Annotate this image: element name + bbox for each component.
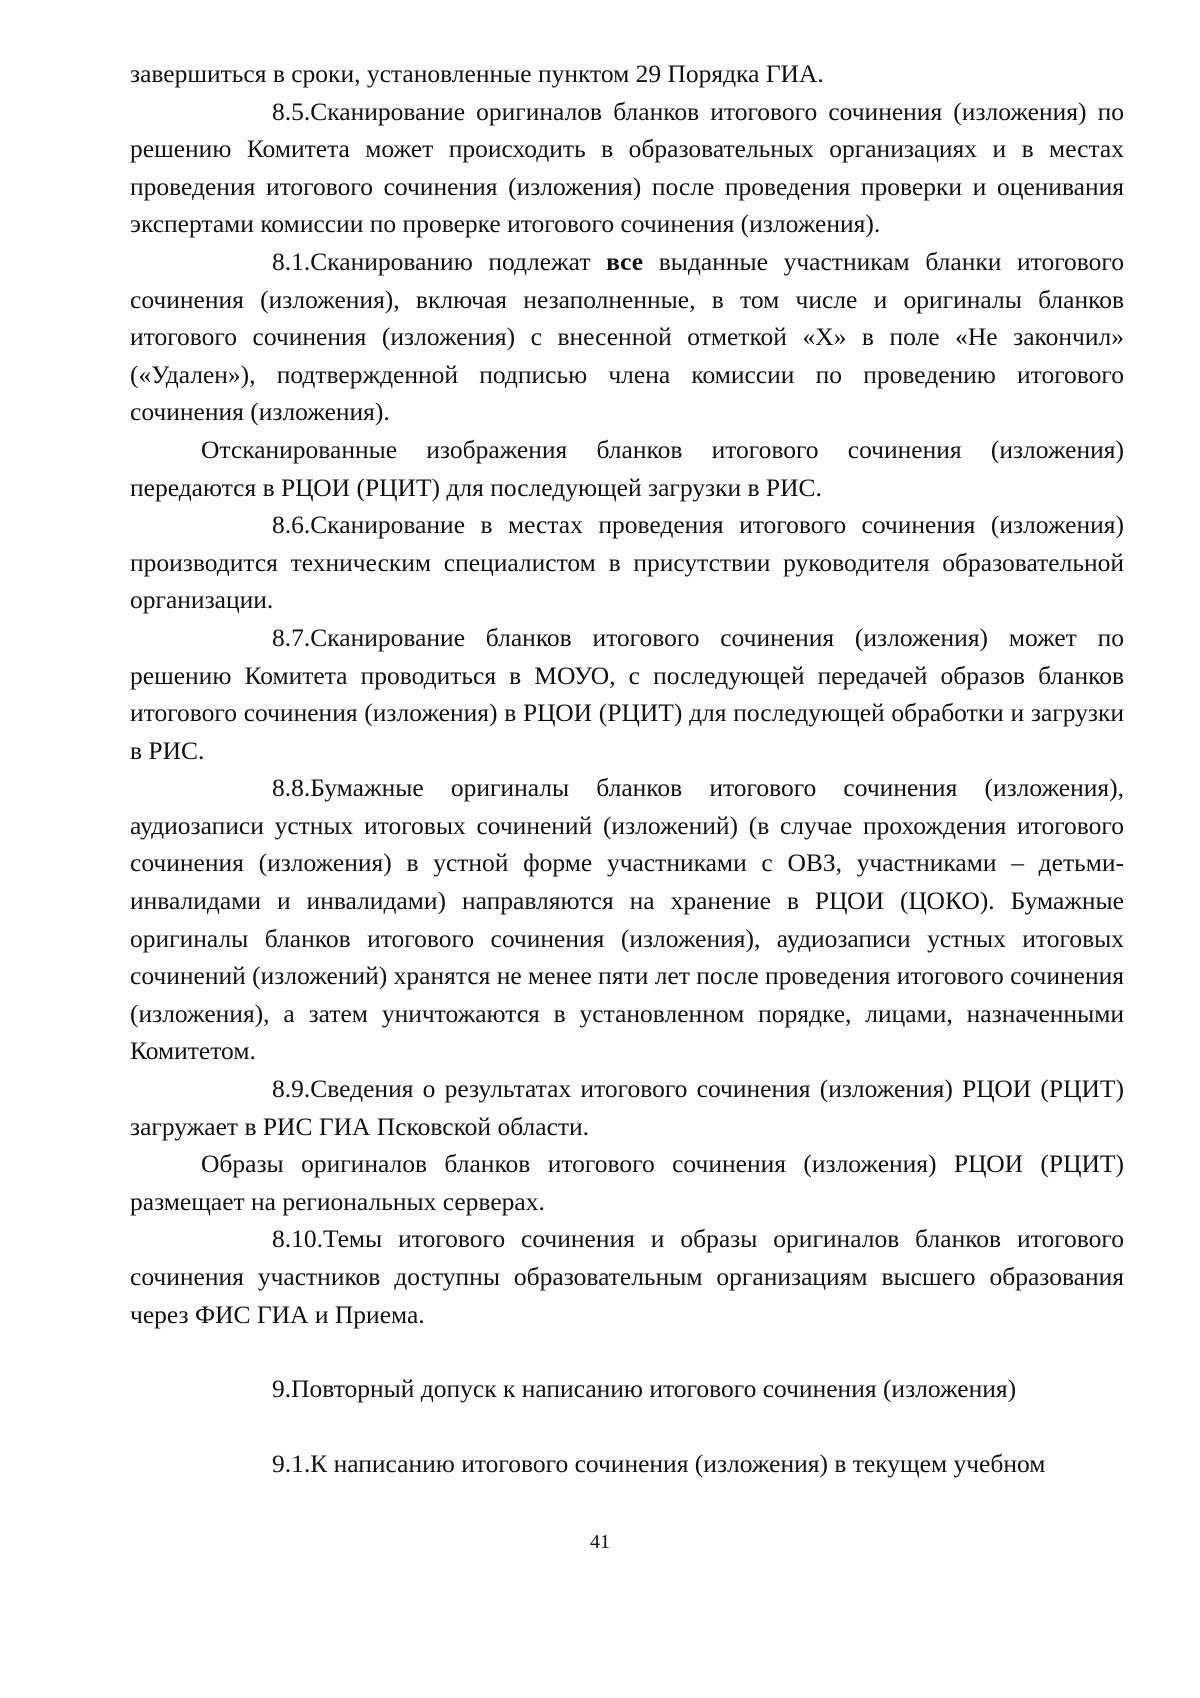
page-number: 41: [590, 1531, 610, 1553]
paragraph-number: 8.6.: [272, 510, 311, 540]
paragraph-text: Темы итогового сочинения и образы оригиналов бланков итогового сочинения участников доступны образовательным организациям высшего образования через ФИС ГИА и Приема.: [130, 1224, 1124, 1329]
paragraph-number: 9.1.: [272, 1448, 311, 1478]
paragraph-number: 8.1.: [272, 246, 311, 276]
section-heading-9: [130, 1370, 1124, 1408]
paragraph-8-1-continued: [130, 431, 1124, 506]
paragraph-number: 8.9.: [272, 1074, 311, 1104]
paragraph-text: Сведения о результатах итогового сочинения (изложения) РЦОИ (РЦИТ) загружает в РИС ГИА Псковской области.: [130, 1074, 1124, 1141]
paragraph-text: К написанию итогового сочинения (изложения) в текущем учебном: [310, 1448, 1046, 1478]
paragraph-number: 8.8.: [272, 773, 311, 803]
paragraph-8-8: [130, 769, 1124, 1070]
emphasis-text: все: [606, 246, 644, 276]
paragraph-text: выданные участникам бланки итогового сочинения (изложения), включая незаполненные, в том числе и оригиналы бланков итогового сочинения (изложения) с внесенной отметкой «Х» в поле «Не закончил» («Удален»), подтвержденной подписью члена комиссии по проведению итогового сочинения (изложения).: [130, 246, 1124, 427]
section-number: 9.: [272, 1374, 292, 1404]
paragraph-text: Отсканированные изображения бланков итогового сочинения (изложения) передаются в РЦОИ (РЦИТ) для последующей загрузки в РИС.: [130, 434, 1124, 502]
paragraph-9-1: [130, 1445, 1124, 1483]
paragraph-number: 8.7.: [272, 622, 311, 652]
paragraph-8-7: [130, 619, 1124, 769]
paragraph-8-1: [130, 243, 1124, 431]
paragraph-8-5: [130, 93, 1124, 243]
paragraph-continuation: [130, 55, 1124, 93]
section-title: Повторный допуск к написанию итогового сочинения (изложения): [291, 1374, 1017, 1404]
paragraph-text: Образы оригиналов бланков итогового сочинения (изложения) РЦОИ (РЦИТ) размещает на региональных серверах.: [130, 1149, 1124, 1216]
paragraph-text: Сканирование в местах проведения итогового сочинения (изложения) производится техническим специалистом в присутствии руководителя образовательной организации.: [130, 510, 1124, 615]
paragraph-8-10: [130, 1220, 1124, 1333]
paragraph-8-9-continued: [130, 1145, 1124, 1220]
paragraph-text: завершиться в сроки, установленные пунктом 29 Порядка ГИА.: [130, 59, 824, 88]
paragraph-8-9: [130, 1070, 1124, 1145]
paragraph-text: Бумажные оригиналы бланков итогового сочинения (изложения), аудиозаписи устных итоговых сочинений (изложений) (в случае прохождения итогового сочинения (изложения) в устной форме участниками с ОВЗ, участниками – детьми-инвалидами и инвалидами) направляются на хранение в РЦОИ (ЦОКО). Бумажные оригиналы бланков итогового сочинения (изложения), аудиозаписи устных итоговых сочинений (изложений) хранятся не менее пяти лет после проведения итогового сочинения (изложения), а затем уничтожаются в установленном порядке, лицами, назначенными Комитетом.: [130, 773, 1124, 1066]
paragraph-number: 8.10.: [272, 1224, 323, 1254]
paragraph-text: Сканирование бланков итогового сочинения (изложения) может по решению Комитета проводиться в МОУО, с последующей передачей образов бланков итогового сочинения (изложения) в РЦОИ (РЦИТ) для последующей обработки и загрузки в РИС.: [130, 622, 1124, 765]
paragraph-text: Сканирование оригиналов бланков итогового сочинения (изложения) по решению Комитета может происходить в образовательных организациях и в местах проведения итогового сочинения (изложения) после проведения проверки и оценивания экспертами комиссии по проверке итогового сочинения (изложения).: [130, 96, 1124, 239]
paragraph-number: 8.5.: [272, 96, 311, 126]
paragraph-8-6: [130, 506, 1124, 619]
paragraph-text: Сканированию подлежат: [310, 246, 607, 276]
